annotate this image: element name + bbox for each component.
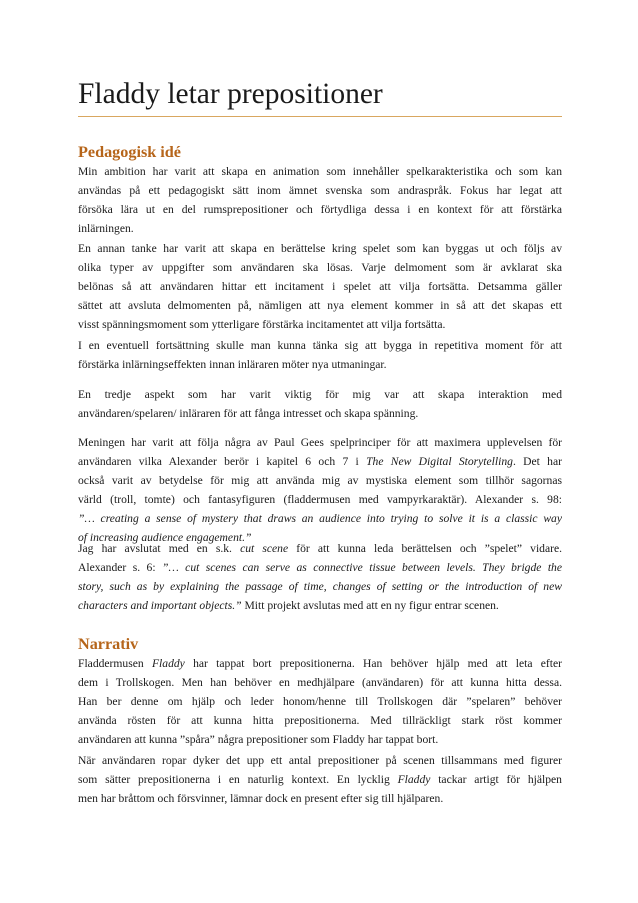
text-line [78,770,562,789]
title-underline [78,116,562,117]
text-run: En tredje aspekt som har varit viktig för mig var att skapa interaktion med [78,388,562,401]
text-line [78,471,562,490]
text-line [78,539,562,558]
document-title: Fladdy letar prepositioner [78,78,383,110]
paragraph-anvandaren-ropar [78,751,562,808]
text-run: Meningen har varit att följa några av Paul Gees spelprinciper för att maximera upplevelsen för [78,436,562,449]
text-run: . Det har [512,455,562,468]
text-line [78,730,562,749]
text-run: men har bråttom och försvinner, lämnar dock en present efter sig till hjälparen. [78,792,444,805]
text-line [78,336,562,355]
italic-text-run: ”… creating a sense of mystery that draws an audience into trying to solve it is a classic way [78,512,562,525]
text-line [78,509,562,528]
text-line [78,577,562,596]
text-line [78,673,562,692]
text-run: användaren vilka Alexander berör i kapitel 6 och 7 i [78,455,367,468]
text-line [78,433,562,452]
italic-text-run: story, such as by explaining the passage of time, changes of setting or the introduction of new [78,580,562,593]
paragraph-cut-scene [78,539,562,615]
text-run: försöka lära ut en del rumsprepositioner och förtydliga dessa i en kontext för att förstärka [78,203,562,216]
text-run: som sätter prepositionerna i en naturlig kontext. En lycklig [78,773,398,786]
text-line [78,239,562,258]
text-run: tackar artigt för hjälpen [430,773,562,786]
text-line [78,200,562,219]
text-run: värld (troll, tomte) och fantasyfiguren (fladdermusen med vampyrkaraktär). Alexander s. 98: [78,493,562,506]
text-run: använda rösten för att kunna hitta prepositionerna. Med tillräckligt stark röst kommer [78,714,562,727]
text-line [78,404,562,423]
paragraph-fladdermusen [78,654,562,749]
text-run: Han ber denne om hjälp och leder honom/henne till Trollskogen där ”spelaren” behöver [78,695,562,708]
text-line [78,355,562,374]
text-run: förstärka inlärningseffekten innan inläraren möter nya utmaningar. [78,358,387,371]
paragraph-berattelse [78,239,562,334]
italic-text-run: Fladdy [151,657,185,670]
italic-text-run: The New Digital Storytelling [366,455,513,468]
paragraph-ambition [78,162,562,238]
italic-text-run: characters and important objects.” [78,599,242,612]
text-run: användas på ett pedagogiskt sätt inom ämnet svenska som andraspråk. Fokus har legat att [78,184,562,197]
text-run: När användaren ropar dyker det upp ett antal prepositioner på scenen tillsammans med figurer [78,754,562,767]
text-line [78,751,562,770]
paragraph-fortsattning [78,336,562,374]
text-line [78,711,562,730]
text-line [78,789,562,808]
text-line [78,452,562,471]
text-run: En annan tanke har varit att skapa en berättelse kring spelet som kan byggas ut och följs av [78,242,562,255]
section-heading-narrativ: Narrativ [78,635,139,653]
text-run: Mitt projekt avslutas med att en ny figur entrar scenen. [241,599,499,612]
text-line [78,558,562,577]
italic-text-run: ”… cut scenes can serve as connective tissue between levels. They brigde the [162,561,562,574]
paragraph-spelprinciper [78,433,562,547]
text-run: för att kunna leda berättelsen och ”spelet” vidare. [288,542,563,555]
text-line [78,296,562,315]
section-heading-pedagogisk-ide: Pedagogisk idé [78,143,181,161]
text-run: har tappat bort prepositionerna. Han behöver hjälp med att leta efter [184,657,562,670]
text-run: Min ambition har varit att skapa en animation som innehåller spelkarakteristika och som kan [78,165,562,178]
text-run: dem i Trollskogen. Men han behöver en medhjälpare (användaren) för att kunna hitta dessa. [78,676,562,689]
text-line [78,490,562,509]
text-run: användaren att kunna ”spåra” några prepositioner som Fladdy har tappat bort. [78,733,439,746]
text-run: Alexander s. 6: [78,561,162,574]
text-run: Jag har avslutat med en s.k. [78,542,241,555]
text-line [78,162,562,181]
text-run: I en eventuell fortsättning skulle man kunna tänka sig att bygga in repetitiva moment för att [78,339,562,352]
text-run: också varit av betydelse för mig att använda mig av mystiska element som tillhör sagornas [78,474,562,487]
text-line [78,315,562,334]
text-line [78,258,562,277]
text-line [78,654,562,673]
text-run: belönas så att användaren hittar ett incitament i spelet att vilja fortsätta. Detsamma gäller [78,280,562,293]
text-run: visst spänningsmoment som ytterligare förstärka incitamentet att vilja fortsätta. [78,318,446,331]
text-run: användaren/spelaren/ inläraren för att fånga intresset och skapa spänning. [78,407,419,420]
text-line [78,385,562,404]
text-line [78,277,562,296]
text-run: sättet att avsluta delmomenten på, nämligen att nya element kommer in så att det skapas ett [78,299,562,312]
text-line [78,181,562,200]
text-run: olika typer av uppgifter som användaren ska lösas. Varje delmoment som är avklarat ska [78,261,562,274]
text-line [78,219,562,238]
text-run: Fladdermusen [78,657,152,670]
paragraph-interaktion [78,385,562,423]
text-line [78,692,562,711]
italic-text-run: cut scene [240,542,289,555]
text-line [78,596,562,615]
text-run: inlärningen. [78,222,134,235]
italic-text-run: Fladdy [397,773,431,786]
italic-text-run: of increasing audience engagement.” [78,531,252,544]
